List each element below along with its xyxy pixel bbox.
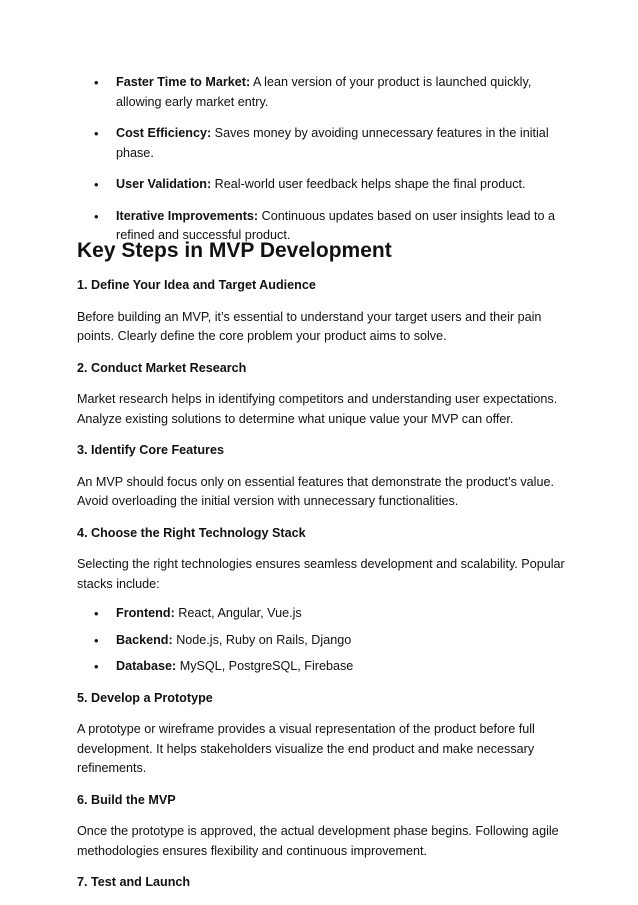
bullet-label: Cost Efficiency: xyxy=(116,126,212,140)
list-item xyxy=(77,124,564,163)
step-body: An MVP should focus only on essential features that demonstrate the product’s value. Avoid overloading the initial version with unnecessary functionalities. xyxy=(77,474,554,508)
list-item xyxy=(77,604,564,624)
section-heading: Key Steps in MVP Development xyxy=(77,239,392,262)
bullet-label: Iterative Improvements: xyxy=(116,208,259,223)
step-body: Selecting the right technologies ensures seamless development and scalability. Popular stacks include: xyxy=(77,557,565,591)
bullet-text: A lean version of your product is launched quickly, allowing early market entry. xyxy=(116,75,532,109)
bullet-label: Frontend: xyxy=(116,606,175,620)
step-body: A prototype or wireframe provides a visual representation of the product before full development. It helps stakeholders visualize the end product and make necessary refinements. xyxy=(77,722,535,775)
bullet-text: Continuous updates based on user insights lead to a refined and successful product. xyxy=(116,208,555,242)
list-item xyxy=(77,175,564,195)
tech-stack-list xyxy=(77,604,567,677)
step-title: 1. Define Your Idea and Target Audience xyxy=(77,278,316,292)
step-title: 3. Identify Core Features xyxy=(77,443,224,457)
step-title: 6. Build the MVP xyxy=(77,792,176,807)
step-title: 5. Develop a Prototype xyxy=(77,690,213,705)
step-body: Market research helps in identifying competitors and understanding user expectations. Analyze existing solutions to determine what unique value your MVP can offer. xyxy=(77,392,558,426)
step-body: Before building an MVP, it’s essential to understand your target users and their pain points. Clearly define the core problem your product aims to solve. xyxy=(77,309,542,343)
bullet-label: Database: xyxy=(116,659,177,673)
steps-section xyxy=(77,276,567,905)
bullet-text: Node.js, Ruby on Rails, Django xyxy=(172,632,352,647)
bullet-label: Faster Time to Market: xyxy=(116,75,251,89)
step-title: 7. Test and Launch xyxy=(77,875,191,889)
bullet-text: Saves money by avoiding unnecessary features in the initial phase. xyxy=(116,126,549,160)
benefits-list xyxy=(77,73,564,246)
list-item xyxy=(77,73,564,112)
bullet-text: MySQL, PostgreSQL, Firebase xyxy=(176,659,354,673)
list-item xyxy=(77,631,564,651)
bullet-label: Backend: xyxy=(116,632,173,647)
list-item xyxy=(77,657,564,677)
step-title: 4. Choose the Right Technology Stack xyxy=(77,525,306,540)
step-body: Once the prototype is approved, the actual development phase begins. Following agile methodologies ensures flexibility and continuous improvement. xyxy=(77,824,559,858)
bullet-text: Real-world user feedback helps shape the final product. xyxy=(211,177,526,191)
bullet-label: User Validation: xyxy=(116,177,212,191)
step-title: 2. Conduct Market Research xyxy=(77,360,247,375)
bullet-text: React, Angular, Vue.js xyxy=(174,606,302,620)
